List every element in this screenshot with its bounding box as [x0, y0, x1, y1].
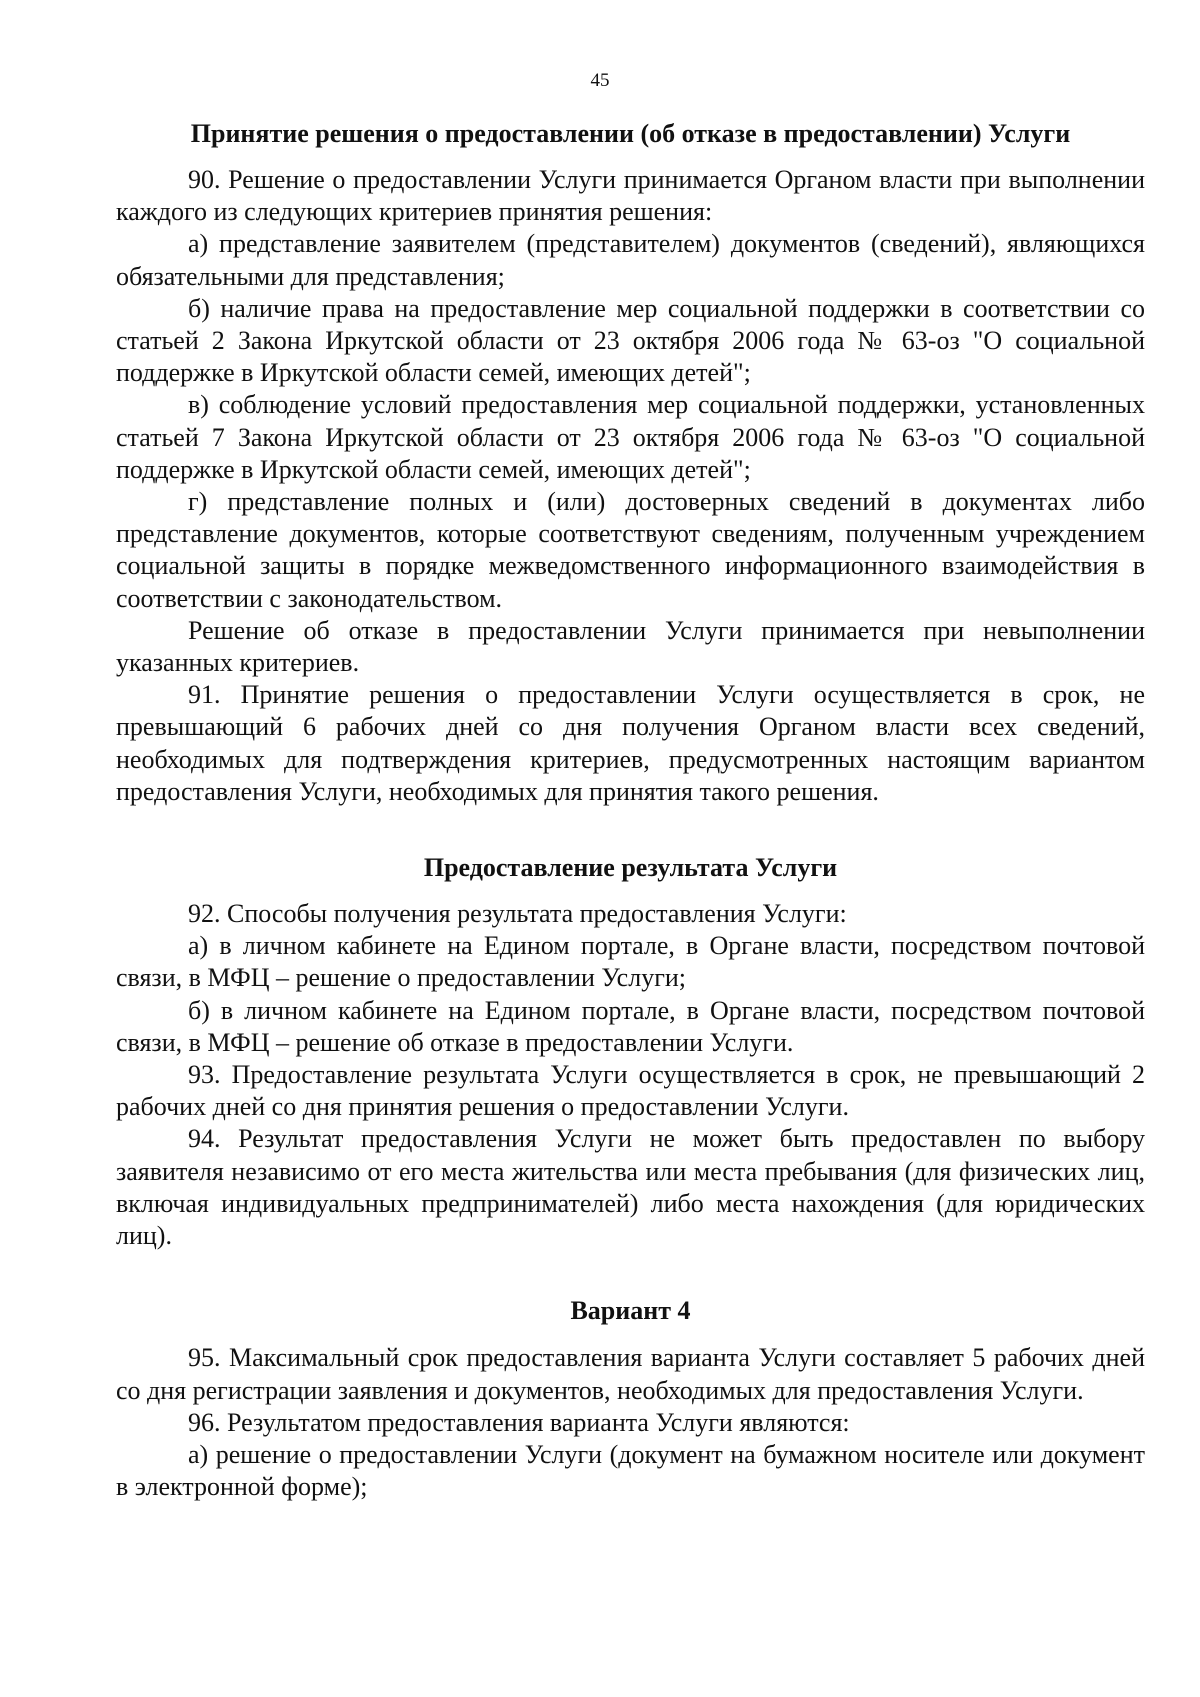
paragraph-96: 96. Результатом предоставления варианта Услуги являются: [188, 1407, 850, 1437]
paragraph-94: 94. Результат предоставления Услуги не может быть предоставлен по выбору заявителя независимо от его места жительства или места пребывания (для физических лиц, включая индивидуальных предпринимателей) либо места нахождения (для юридических лиц). [116, 1124, 1145, 1251]
section-heading-decision: Принятие решения о предоставлении (об отказе в предоставлении) Услуги [190, 119, 1071, 148]
paragraph-92: 92. Способы получения результата предоставления Услуги: [188, 899, 847, 929]
section-variant-4 [116, 1295, 1145, 1503]
section-heading-result: Предоставление результата Услуги [423, 853, 838, 883]
page-content [116, 118, 1145, 1503]
paragraph-90-v: в) соблюдение условий предоставления мер социальной поддержки, установленных статьей 7 Закона Иркутской области от 23 октября 2006 года № 63-оз "О социальной поддержке в Иркутской области семей, имеющих детей"; [116, 390, 1145, 484]
section-decision [116, 118, 1145, 808]
paragraph-95: 95. Максимальный срок предоставления варианта Услуги составляет 5 рабочих дней со дня регистрации заявления и документов, необходимых для предоставления Услуги. [116, 1343, 1145, 1405]
paragraph-90: 90. Решение о предоставлении Услуги принимается Органом власти при выполнении каждого из следующих критериев принятия решения: [116, 165, 1145, 227]
section-result [116, 852, 1145, 1252]
paragraph-92-a: а) в личном кабинете на Едином портале, в Органе власти, посредством почтовой связи, в МФЦ – решение о предоставлении Услуги; [116, 931, 1145, 993]
page-number: 45 [590, 70, 610, 91]
paragraph-90-g: г) представление полных и (или) достоверных сведений в документах либо представление документов, которые соответствуют сведениям, полученным учреждением социальной защиты в порядке межведомственного информационного взаимодействия в соответствии с законодательством. [116, 487, 1145, 613]
paragraph-93: 93. Предоставление результата Услуги осуществляется в срок, не превышающий 2 рабочих дней со дня принятия решения о предоставлении Услуги. [116, 1060, 1145, 1122]
paragraph-91: 91. Принятие решения о предоставлении Услуги осуществляется в срок, не превышающий 6 рабочих дней со дня получения Органом власти всех сведений, необходимых для подтверждения критериев, предусмотренных настоящим вариантом предоставления Услуги, необходимых для принятия такого решения. [116, 680, 1145, 806]
section-heading-variant-4: Вариант 4 [570, 1296, 691, 1326]
paragraph-90-b: б) наличие права на предоставление мер социальной поддержки в соответствии со статьей 2 Закона Иркутской области от 23 октября 2006 года № 63-оз "О социальной поддержке в Иркутской области семей, имеющих детей"; [116, 293, 1145, 388]
paragraph-92-b: б) в личном кабинете на Едином портале, в Органе власти, посредством почтовой связи, в МФЦ – решение об отказе в предоставлении Услуги. [116, 995, 1145, 1057]
paragraph-90-a: а) представление заявителем (представителем) документов (сведений), являющихся обязательными для представления; [116, 229, 1145, 291]
paragraph-refusal: Решение об отказе в предоставлении Услуги принимается при невыполнении указанных критериев. [116, 615, 1145, 678]
paragraph-96-a: а) решение о предоставлении Услуги (документ на бумажном носителе или документ в электронной форме); [116, 1439, 1145, 1502]
